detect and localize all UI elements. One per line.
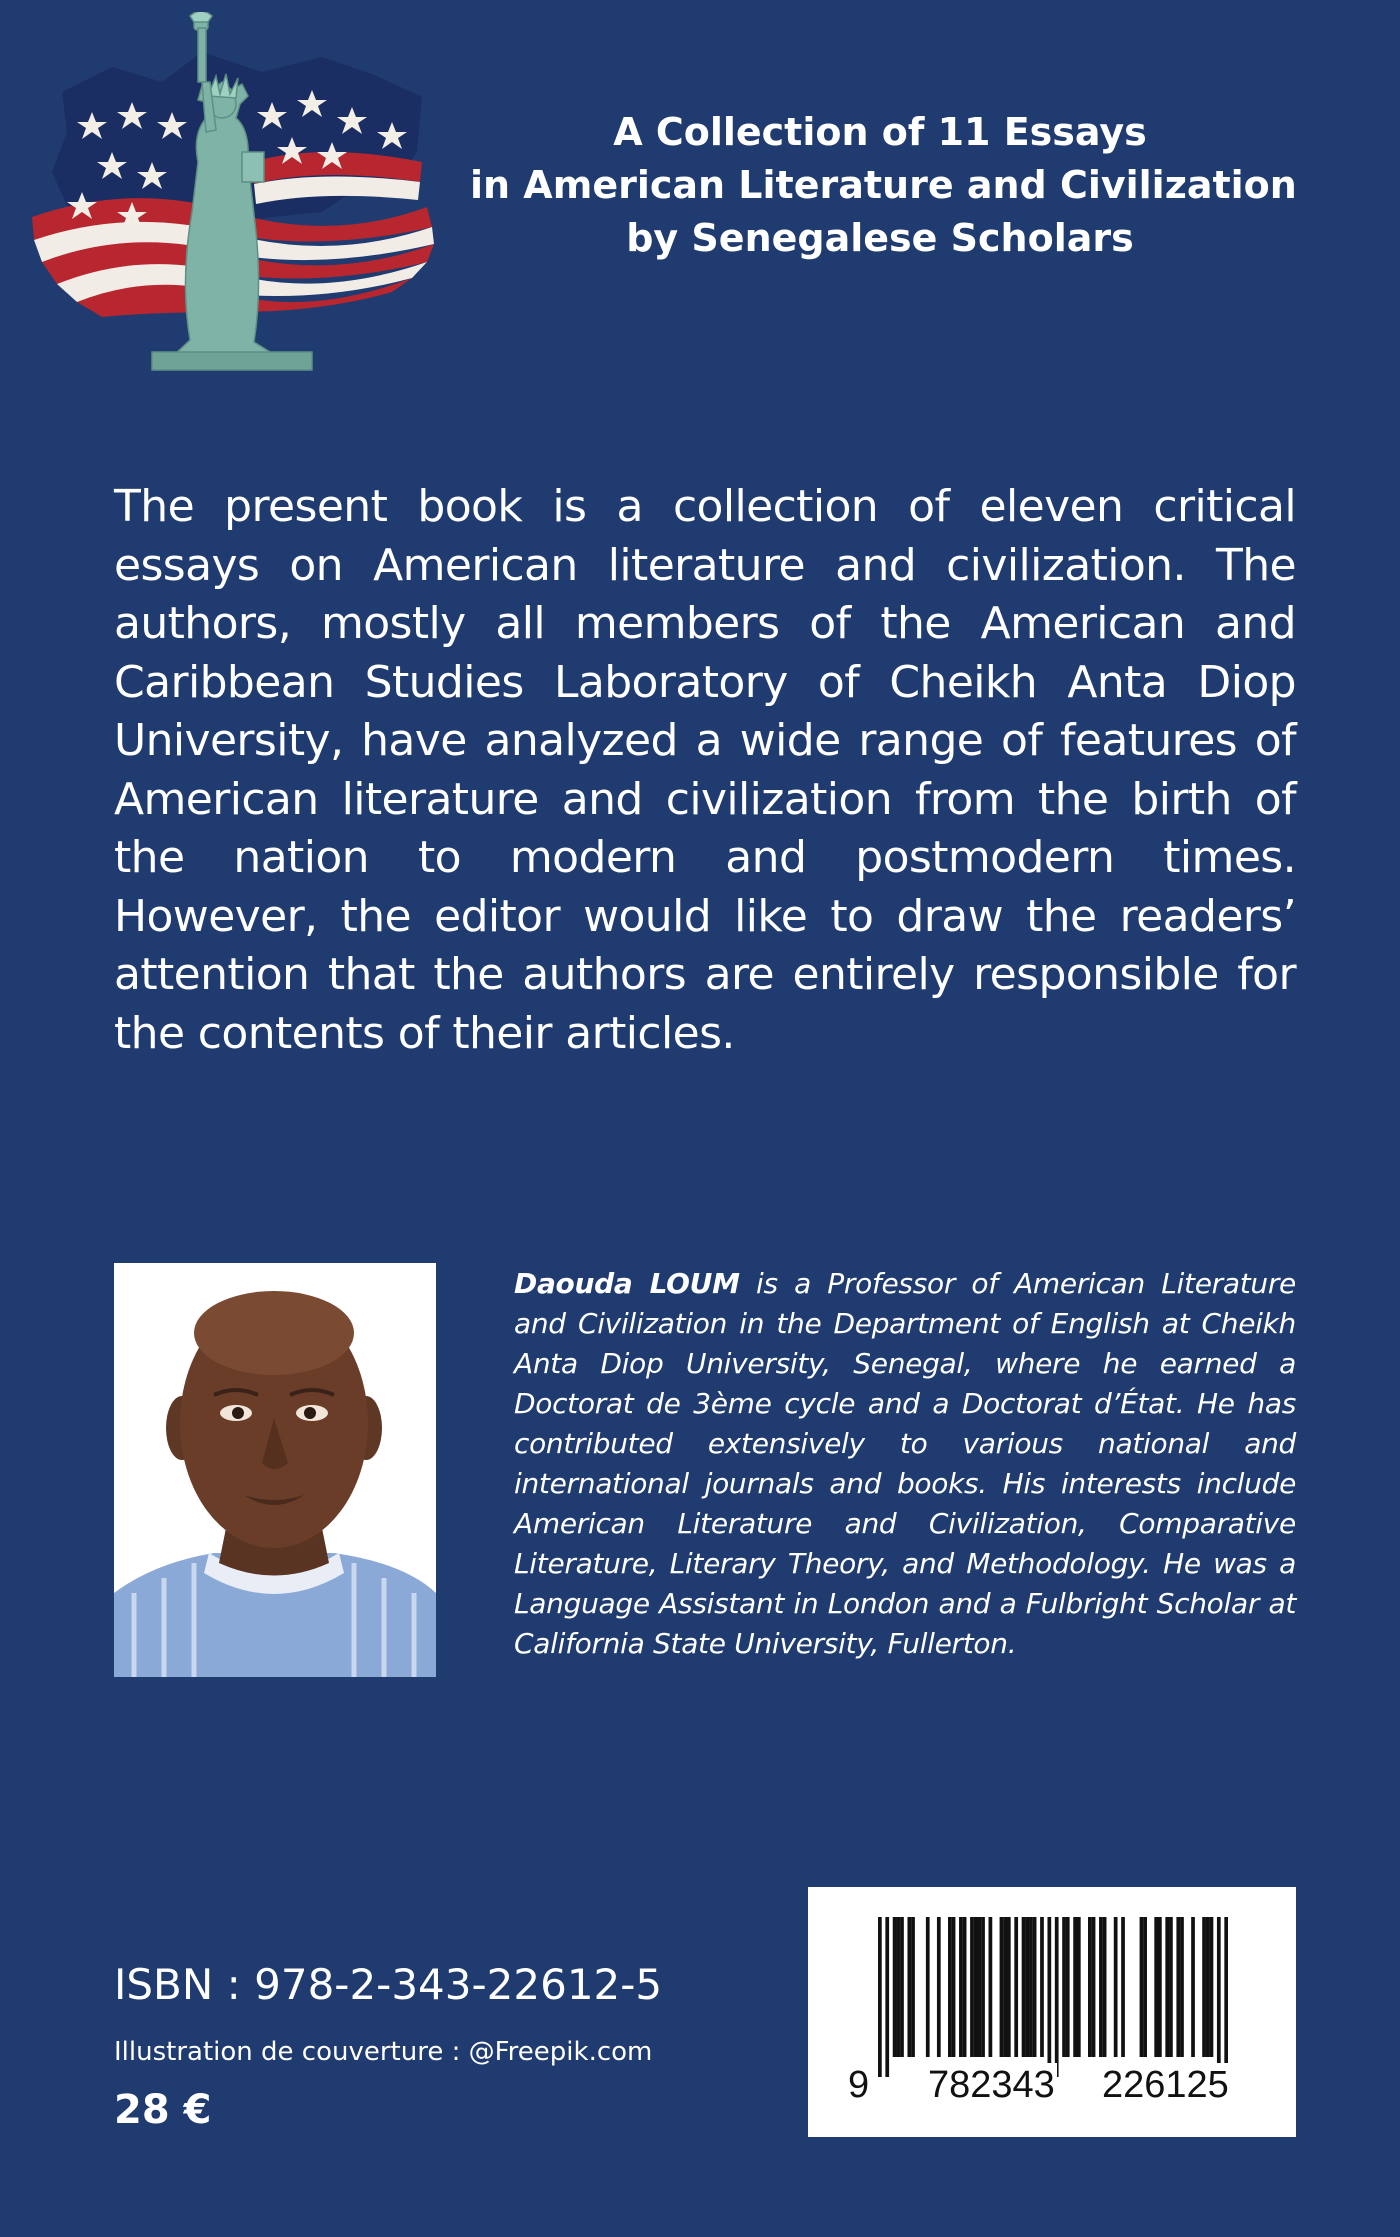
barcode-bar — [1073, 1917, 1077, 2057]
barcode-bar — [1202, 1917, 1206, 2057]
barcode-bar — [1165, 1917, 1169, 2057]
barcode-bar — [1121, 1917, 1125, 2057]
book-title — [470, 106, 1297, 265]
barcode-bar — [1033, 1917, 1037, 2057]
barcode-bar — [1099, 1917, 1103, 2057]
barcode-bar — [1092, 1917, 1096, 2057]
barcode-first-digit: 9 — [848, 2064, 870, 2106]
author-bio — [514, 1264, 1296, 1664]
barcode-bar — [878, 1917, 882, 2077]
barcode-bar — [926, 1917, 930, 2057]
barcode-bar — [977, 1917, 981, 2057]
barcode-bar — [1029, 1917, 1033, 2057]
barcode-bar — [885, 1917, 889, 2077]
title-line: in American Literature and Civilization — [470, 163, 1297, 207]
barcode-bars — [878, 1917, 1228, 2077]
barcode-bar — [893, 1917, 897, 2057]
barcode-bar — [1040, 1917, 1044, 2057]
barcode-bar — [911, 1917, 915, 2057]
isbn-label: ISBN : 978-2-343-22612-5 — [114, 1960, 663, 2009]
illustration-credit: Illustration de couverture : @Freepik.com — [114, 2037, 653, 2067]
barcode-bar — [907, 1917, 911, 2057]
author-name: Daouda LOUM — [514, 1267, 740, 1300]
barcode-bar — [1025, 1917, 1029, 2057]
book-description: The present book is a collection of eleven critical essays on American literature and civilization. The authors, mostly all members of the American and Caribbean Studies Laboratory of Cheikh Anta Diop University, have analyzed a wide range of features of American literature and civilization from the birth of the nation to modern and postmodern times. However, the editor would like to draw the readers’ attention that the authors are entirely responsible for the contents of their articles. — [114, 481, 1296, 1059]
barcode-bar — [1206, 1917, 1210, 2057]
barcode-bar — [989, 1917, 993, 2057]
barcode-bar — [963, 1917, 967, 2057]
barcode-bar — [959, 1917, 963, 2057]
barcode-bar — [1158, 1917, 1162, 2057]
barcode-digits — [808, 2063, 1296, 2107]
barcode-bar — [896, 1917, 900, 2057]
barcode-bar — [1180, 1917, 1184, 2057]
barcode-bar — [974, 1917, 978, 2057]
barcode-bar — [1066, 1917, 1070, 2057]
barcode-bar — [1088, 1917, 1092, 2057]
title-line: by Senegalese Scholars — [626, 216, 1134, 260]
price-label: 28 € — [114, 2087, 212, 2133]
barcode-bar — [937, 1917, 941, 2057]
barcode-left-group: 782343 — [928, 2064, 1055, 2106]
barcode-bar — [1047, 1917, 1051, 2077]
barcode-bar — [1000, 1917, 1004, 2057]
barcode-bar — [1154, 1917, 1158, 2057]
statue-of-liberty-flag-emblem — [22, 12, 442, 377]
barcode-bar — [1143, 1917, 1147, 2057]
barcode-bar — [1077, 1917, 1081, 2057]
barcode-bar — [1103, 1917, 1107, 2057]
barcode-right-group: 226125 — [1102, 2064, 1229, 2106]
barcode-bar — [948, 1917, 952, 2057]
barcode-bar — [952, 1917, 956, 2057]
barcode-bar — [1210, 1917, 1214, 2057]
author-bio-text: is a Professor of American Literature and Civilization in the Department of English at Cheikh Anta Diop University, Senegal, where he earned a Doctorat de 3ème cycle and a Doctorat d’État. He has contributed extensively to various national and international journals and books. His interests include American Literature and Civilization, Comparative Literature, Literary Theory, and Methodology. He was a Language Assistant in London and a Fulbright Scholar at California State University, Fullerton. — [514, 1267, 1296, 1660]
barcode-bar — [1217, 1917, 1221, 2077]
barcode-bar — [1140, 1917, 1144, 2057]
author-photo — [114, 1263, 436, 1677]
barcode-bar — [970, 1917, 974, 2057]
barcode-bar — [1022, 1917, 1026, 2057]
barcode-bar — [981, 1917, 985, 2057]
barcode-bar — [1224, 1917, 1228, 2077]
barcode-bar — [900, 1917, 904, 2057]
barcode-bar — [1114, 1917, 1118, 2057]
barcode-bar — [1014, 1917, 1018, 2057]
barcode-bar — [1176, 1917, 1180, 2057]
title-line: A Collection of 11 Essays — [613, 110, 1147, 154]
isbn-barcode — [808, 1887, 1296, 2137]
barcode-bar — [1062, 1917, 1066, 2057]
barcode-bar — [1191, 1917, 1195, 2057]
barcode-bar — [1007, 1917, 1011, 2057]
barcode-bar — [1169, 1917, 1173, 2057]
barcode-bar — [1055, 1917, 1059, 2077]
barcode-bar — [1003, 1917, 1007, 2057]
